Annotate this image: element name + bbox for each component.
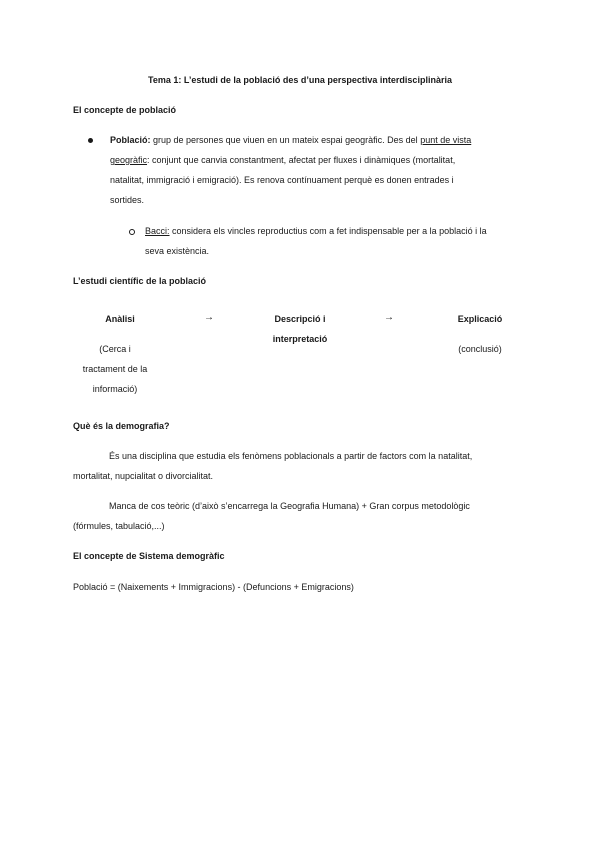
bullet-line-3: natalitat, immigració i emigració). Es renova contínuament perquè es donen entrades i xyxy=(110,175,454,185)
bullet-text-1: grup de persones que viuen en un mateix espai geogràfic. Des del xyxy=(150,135,421,145)
page-title: Tema 1: L’estudi de la població des d’una perspectiva interdisciplinària xyxy=(148,75,452,85)
section-heading-sistema: El concepte de Sistema demogràfic xyxy=(73,551,225,561)
step-analisi-note-2: tractament de la xyxy=(82,364,148,374)
section-heading-concept: El concepte de població xyxy=(73,105,177,115)
bullet-line-2 xyxy=(110,156,455,165)
step-analisi-note-3: informació) xyxy=(92,384,138,394)
bullet-dot-icon xyxy=(88,138,93,143)
step-analisi: Anàlisi xyxy=(105,314,135,324)
step-explicacio-note: (conclusió) xyxy=(458,344,502,354)
step-descripcio-line2: interpretació xyxy=(272,334,328,344)
arrow-right-icon: → xyxy=(204,312,214,323)
step-descripcio-line1: Descripció i xyxy=(274,314,326,324)
subbullet-line-2: seva existència. xyxy=(145,246,210,256)
step-explicacio: Explicació xyxy=(457,314,503,324)
demografia-para2-line1: Manca de cos teòric (d’això s’encarrega la Geografia Humana) + Gran corpus metodològic xyxy=(109,501,470,511)
arrow-right-icon: → xyxy=(384,312,394,323)
section-heading-estudi: L’estudi científic de la població xyxy=(73,276,207,286)
term-bacci: Bacci: xyxy=(145,226,170,236)
step-analisi-note-1: (Cerca i xyxy=(99,344,131,354)
formula-text: Població = (Naixements + Immigracions) - (Defuncions + Emigracions) xyxy=(73,582,354,592)
bullet-line-1 xyxy=(110,136,471,145)
link-geografic[interactable]: geogràfic xyxy=(110,155,148,165)
term-poblacio: Població: xyxy=(110,135,151,145)
section-heading-demografia: Què és la demografia? xyxy=(73,421,170,431)
bullet-text-2: : conjunt que canvia constantment, afectat per fluxes i dinàmiques (mortalitat, xyxy=(147,155,456,165)
link-punt-de-vista[interactable]: punt de vista xyxy=(420,135,472,145)
demografia-para1-line2: mortalitat, nupcialitat o divorcialitat. xyxy=(73,471,214,481)
demografia-para1-line1: És una disciplina que estudia els fenòmens poblacionals a partir de factors com la natalitat, xyxy=(109,451,473,461)
subbullet-text-1: considera els vincles reproductius com a fet indispensable per a la població i la xyxy=(169,226,487,236)
demografia-para2-line2: (fórmules, tabulació,...) xyxy=(73,521,165,531)
bullet-line-4: sortides. xyxy=(110,195,145,205)
subbullet-line-1 xyxy=(145,227,487,236)
bullet-circle-icon xyxy=(129,229,135,235)
